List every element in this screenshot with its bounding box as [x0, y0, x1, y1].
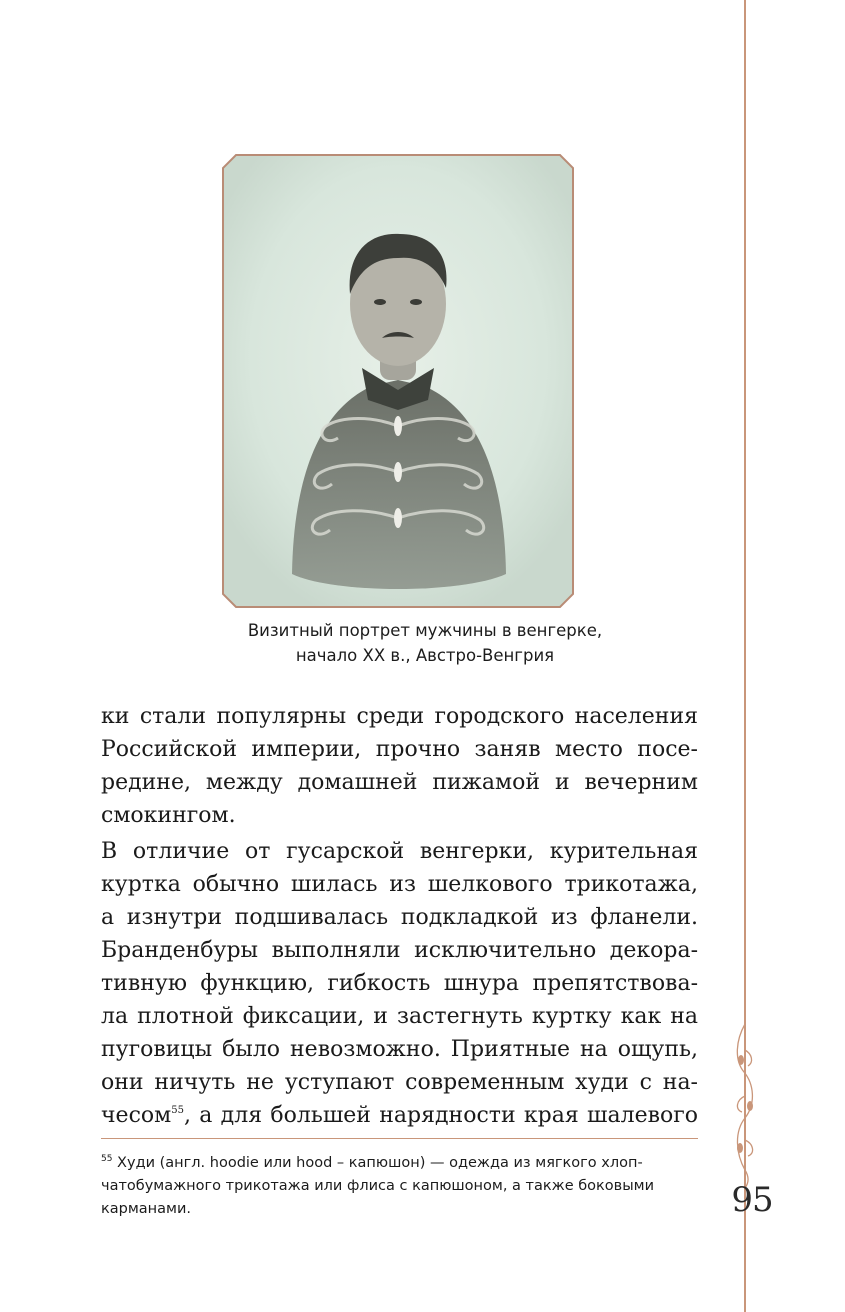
photo-caption	[150, 618, 700, 668]
text-line: ла плотной фиксации, и застегнуть куртку как на	[101, 1004, 698, 1029]
text-line: а изнутри подшивалась подкладкой из фланели.	[101, 905, 698, 930]
paragraph-1	[101, 700, 698, 832]
text-segment: чесом	[101, 1103, 172, 1128]
footnote	[101, 1152, 701, 1221]
text-line: тивную функцию, гибкость шнура препятствова-	[101, 971, 698, 996]
text-segment: , а для большей нарядности края шалевого	[183, 1103, 698, 1128]
footnote-line	[101, 1152, 701, 1175]
footnote-divider	[101, 1138, 698, 1139]
portrait-photograph	[222, 154, 574, 608]
footnote-reference[interactable]: 55	[171, 1105, 184, 1116]
text-line: Российской империи, прочно заняв место посе-	[101, 737, 698, 762]
caption-line: начало XX в., Австро-Венгрия	[295, 646, 555, 665]
text-line-with-footnote-ref	[101, 1099, 698, 1132]
text-line: пуговицы было невозможно. Приятные на ощупь,	[101, 1037, 698, 1062]
floral-ornament-icon	[730, 1020, 760, 1190]
footnote-text: Худи (англ. hoodie или hood – капюшон) — одежда из мягкого хлоп-	[112, 1155, 643, 1171]
paragraph-2	[101, 835, 698, 1132]
text-line: В отличие от гусарской венгерки, курительная	[101, 839, 698, 864]
caption-line: Визитный портрет мужчины в венгерке,	[247, 621, 603, 640]
text-line: смокингом.	[101, 803, 236, 828]
text-line: ки стали популярны среди городского населения	[101, 704, 698, 729]
text-line: Бранденбуры выполняли исключительно декора-	[101, 938, 698, 963]
footnote-line: чатобумажного трикотажа или флиса с капюшоном, а также боковыми	[101, 1178, 655, 1194]
page-number: 95	[731, 1180, 773, 1220]
text-line: редине, между домашней пижамой и вечерним	[101, 770, 698, 795]
text-line: они ничуть не уступают современным худи с на-	[101, 1070, 698, 1095]
footnote-line: карманами.	[101, 1201, 192, 1217]
text-line: куртка обычно шилась из шелкового трикотажа,	[101, 872, 698, 897]
footnote-number: 55	[101, 1154, 113, 1164]
